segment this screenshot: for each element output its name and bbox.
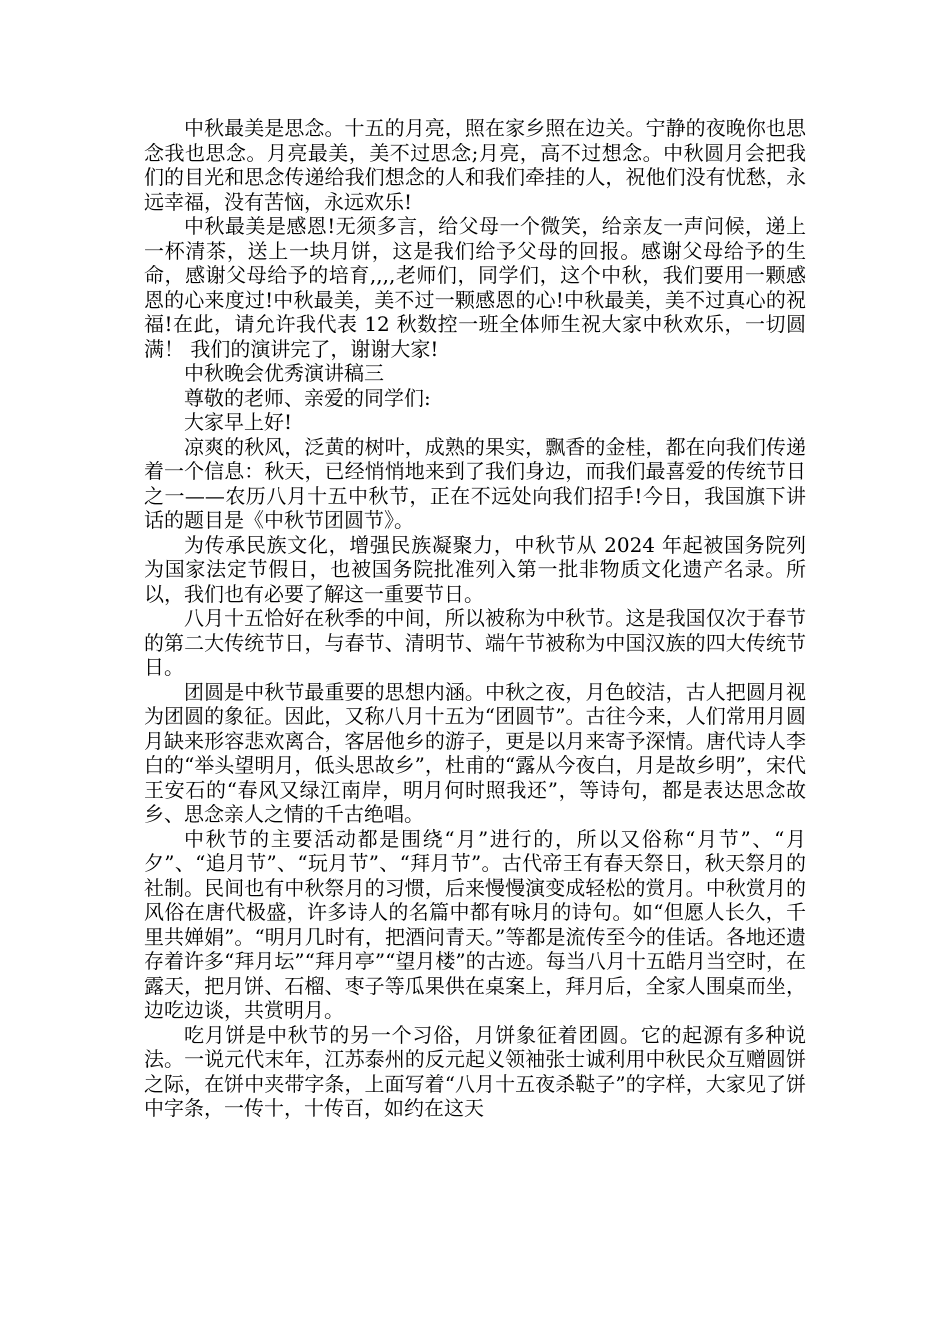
salutation: 尊敬的老师、亲爱的同学们: <box>184 385 431 410</box>
greeting: 大家早上好! <box>184 410 293 434</box>
document-page <box>144 116 806 1121</box>
paragraph-gratitude: 中秋最美是感恩!无须多言，给父母一个微笑，给亲友一声问候，递上一杯清茶，送上一块月饼，这是我们给予父母的回报。感谢父母给予的生命，感谢父母给予的培育,,,,老师们，同学们，这个中秋，我们要用一颗感恩的心来度过!中秋最美，美不过一颗感恩的心!中秋最美，美不过真心的祝福!在此，请允许我代表 12 秋数控一班全体师生祝大家中秋欢乐，一切圆满！ 我们的演讲完了，谢谢大家! <box>144 214 806 361</box>
paragraph-autumn-wind: 凉爽的秋风，泛黄的树叶，成熟的果实，飘香的金桂，都在向我们传递着一个信息：秋天，已经悄悄地来到了我们身边，而我们最喜爱的传统节日之一——农历八月十五中秋节，正在不远处向我们招手!今日，我国旗下讲话的题目是《中秋节团圆节》。 <box>144 434 806 532</box>
paragraph-reunion: 团圆是中秋节最重要的思想内涵。中秋之夜，月色皎洁，古人把圆月视为团圆的象征。因此，又称八月十五为“团圆节”。古往今来，人们常用月圆月缺来形容悲欢离合，客居他乡的游子，更是以月来寄予深情。唐代诗人李白的“举头望明月，低头思故乡”，杜甫的“露从今夜白，月是故乡明”，宋代王安石的“春风又绿江南岸，明月何时照我还”，等诗句，都是表达思念故乡、思念亲人之情的千古绝唱。 <box>144 679 806 826</box>
paragraph-national-holiday: 为传承民族文化，增强民族凝聚力，中秋节从 2024 年起被国务院列为国家法定节假日，也被国务院批准列入第一批非物质文化遗产名录。所以，我们也有必要了解这一重要节日。 <box>144 532 806 606</box>
section-title: 中秋晚会优秀演讲稿三 <box>184 361 384 385</box>
paragraph-mooncake: 吃月饼是中秋节的另一个习俗，月饼象征着团圆。它的起源有多种说法。一说元代末年，江苏泰州的反元起义领袖张士诚利用中秋民众互赠圆饼之际，在饼中夹带字条，上面写着“八月十五夜杀鞑子”的字样，大家见了饼中字条，一传十，十传百，如约在这天 <box>144 1022 806 1120</box>
paragraph-moon-activities: 中秋节的主要活动都是围绕“月”进行的，所以又俗称“月节”、“月夕”、“追月节”、“玩月节”、“拜月节”。古代帝王有春天祭日，秋天祭月的社制。民间也有中秋祭月的习惯，后来慢慢演变成轻松的赏月。中秋赏月的风俗在唐代极盛，许多诗人的名篇中都有咏月的诗句。如“但愿人长久，千里共婵娟”。“明月几时有，把酒问青天。”等都是流传至今的佳话。各地还遗存着许多“拜月坛”“拜月亭”“望月楼”的古迹。每当八月十五皓月当空时，在露天，把月饼、石榴、枣子等瓜果供在桌案上，拜月后，全家人围桌而坐，边吃边谈，共赏明月。 <box>144 826 806 1022</box>
paragraph-mid-autumn-name: 八月十五恰好在秋季的中间，所以被称为中秋节。这是我国仅次于春节的第二大传统节日，与春节、清明节、端午节被称为中国汉族的四大传统节日。 <box>144 606 806 679</box>
paragraph-missing-moon: 中秋最美是思念。十五的月亮，照在家乡照在边关。宁静的夜晚你也思念我也思念。月亮最美，美不过思念;月亮，高不过想念。中秋圆月会把我们的目光和思念传递给我们想念的人和我们牵挂的人，祝他们没有忧愁，永远幸福，没有苦恼，永远欢乐! <box>144 116 806 214</box>
